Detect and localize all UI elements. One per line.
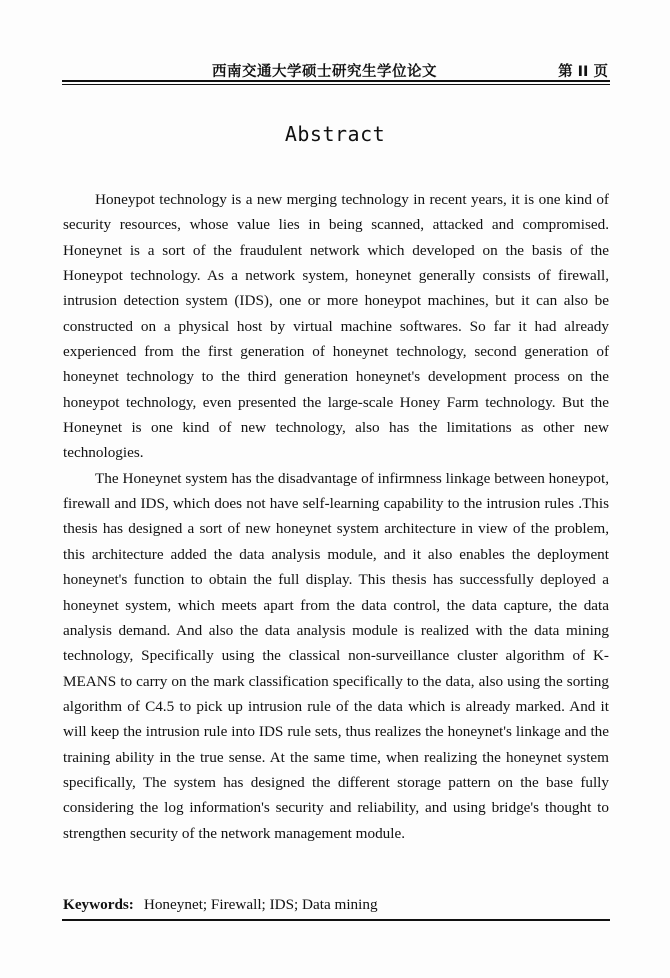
keywords-line: [63, 892, 609, 917]
abstract-body: [63, 187, 609, 846]
header-rule-thin: [62, 84, 610, 85]
abstract-paragraph-2: The Honeynet system has the disadvantage of infirmness linkage between honeypot, firewall and IDS, which does not have self-learning capability to the intrusion rules .This thesis has designed a sort of new honeynet system architecture in view of the problem, this architecture added the data analysis module, and it also enables the deployment honeynet's function to obtain the full display. This thesis has successfully deployed a honeynet system, which meets apart from the data control, the data capture, the data analysis demand. And also the data analysis module is realized with the data mining technology, Specifically using the classical non-surveillance cluster algorithm of K-MEANS to carry on the mark classification specifically to the data, also using the sorting algorithm of C4.5 to pick up intrusion rule of the data which is already marked. And it will keep the intrusion rule into IDS rule sets, thus realizes the honeynet's linkage and the training ability in the true sense. At the same time, when realizing the honeynet system specifically, The system has designed the different storage pattern on the base fully considering the log information's security and reliability, and using bridge's thought to strengthen security of the network management module.: [63, 469, 609, 842]
footer-rule: [62, 919, 610, 921]
header-title: 西南交通大学硕士研究生学位论文: [212, 64, 437, 80]
keywords-list: Honeynet; Firewall; IDS; Data mining: [143, 896, 378, 913]
keywords-label: Keywords:: [63, 896, 134, 913]
header-rule-thick: [62, 80, 610, 82]
abstract-paragraph-1: Honeypot technology is a new merging technology in recent years, it is one kind of security resources, whose value lies in being scanned, attacked and compromised. Honeynet is a sort of the fraudulent network which developed on the basis of the Honeypot technology. As a network system, honeynet generally consists of firewall, intrusion detection system (IDS), one or more honeypot machines, but it can also be constructed on a physical host by virtual machine softwares. So far it had already experienced from the first generation of honeynet technology, second generation of honeynet technology to the third generation honeynet's development process on the honeypot technology, even presented the large-scale Honey Farm technology. But the Honeynet is one kind of new technology, also has the limitations as other new technologies.: [63, 191, 609, 462]
abstract-title: Abstract: [284, 122, 386, 146]
header-page-number: 第 II 页: [558, 64, 608, 80]
